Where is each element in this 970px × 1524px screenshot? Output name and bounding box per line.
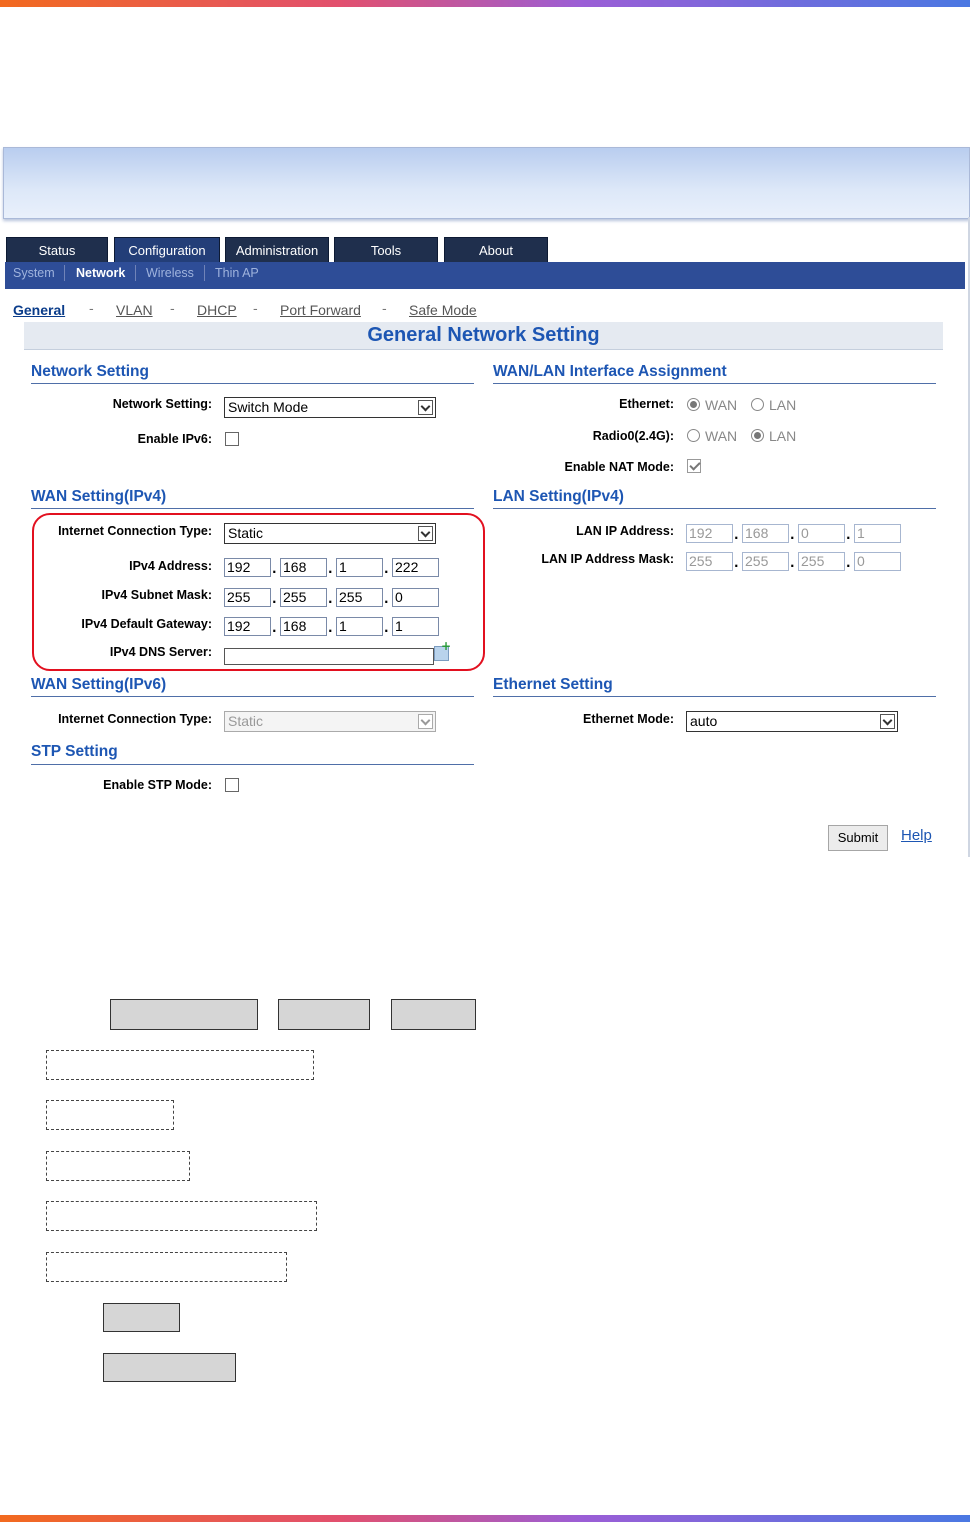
ipv4-mask-label: IPv4 Subnet Mask:	[101, 588, 212, 602]
subnav-wireless[interactable]: Wireless	[146, 266, 194, 280]
subnav-thin-ap[interactable]: Thin AP	[215, 266, 259, 280]
section-divider	[31, 696, 474, 697]
section-wan-ipv6: WAN Setting(IPv6)	[31, 676, 167, 693]
dashed-placeholder	[46, 1050, 314, 1080]
octet-dot: .	[846, 556, 851, 570]
link-port-forward[interactable]: Port Forward	[280, 302, 361, 318]
help-link[interactable]: Help	[901, 827, 932, 844]
ipv4-mask-octet-4[interactable]: 0	[392, 588, 439, 607]
octet-dot: .	[384, 562, 389, 576]
tab-configuration[interactable]: Configuration	[114, 237, 220, 263]
tab-tools[interactable]: Tools	[334, 237, 438, 263]
radio0-wan-label: WAN	[705, 428, 738, 444]
enable-stp-label: Enable STP Mode:	[103, 778, 212, 792]
chevron-down-icon	[418, 714, 433, 729]
octet-dot: .	[272, 562, 277, 576]
octet-dot: .	[328, 592, 333, 606]
tab-about[interactable]: About	[444, 237, 548, 263]
octet-dot: .	[790, 528, 795, 542]
link-vlan[interactable]: VLAN	[116, 302, 153, 318]
placeholder-button	[103, 1353, 236, 1382]
link-separator: -	[89, 302, 94, 317]
wan-ipv6-conn-type-label: Internet Connection Type:	[58, 712, 212, 726]
ipv4-gateway-octet-1[interactable]: 192	[224, 617, 271, 636]
page-title: General Network Setting	[367, 324, 600, 346]
ipv4-address-octet-1[interactable]: 192	[224, 558, 271, 577]
ethernet-mode-select[interactable]	[686, 711, 898, 732]
link-safe-mode[interactable]: Safe Mode	[409, 302, 477, 318]
octet-dot: .	[272, 592, 277, 606]
radio0-wan-radio[interactable]	[687, 429, 700, 442]
lan-mask-octet-4[interactable]: 0	[854, 552, 901, 571]
section-wan-lan-assignment: WAN/LAN Interface Assignment	[493, 363, 727, 380]
subnav-system[interactable]: System	[13, 266, 55, 280]
subnav-divider	[135, 265, 136, 281]
section-ethernet-setting: Ethernet Setting	[493, 676, 613, 693]
ipv4-mask-octet-1[interactable]: 255	[224, 588, 271, 607]
lan-mask-label: LAN IP Address Mask:	[541, 552, 674, 566]
dashed-placeholder	[46, 1201, 317, 1231]
link-separator: -	[253, 302, 258, 317]
link-separator: -	[382, 302, 387, 317]
ethernet-label: Ethernet:	[619, 397, 674, 411]
chevron-down-icon	[880, 714, 895, 729]
octet-dot: .	[328, 562, 333, 576]
link-general[interactable]: General	[13, 302, 66, 318]
ipv4-gateway-label: IPv4 Default Gateway:	[81, 617, 212, 631]
wan-ipv6-conn-type-select[interactable]	[224, 711, 436, 732]
subnav-network[interactable]: Network	[76, 266, 126, 280]
wan-conn-type-label: Internet Connection Type:	[58, 524, 212, 538]
octet-dot: .	[790, 556, 795, 570]
dashed-placeholder	[46, 1100, 174, 1130]
network-setting-select[interactable]	[224, 397, 436, 418]
ethernet-mode-value: auto	[690, 713, 718, 729]
ipv4-gateway-octet-3[interactable]: 1	[336, 617, 383, 636]
section-divider	[493, 383, 936, 384]
wan-ipv6-conn-type-value: Static	[228, 713, 264, 729]
subnav-divider	[204, 265, 205, 281]
lan-mask-octet-3[interactable]: 255	[798, 552, 845, 571]
enable-nat-label: Enable NAT Mode:	[564, 460, 674, 474]
section-divider	[493, 508, 936, 509]
tab-status[interactable]: Status	[6, 237, 108, 263]
radio0-lan-radio[interactable]	[751, 429, 764, 442]
chevron-down-icon	[418, 400, 433, 415]
octet-dot: .	[734, 528, 739, 542]
ethernet-mode-label: Ethernet Mode:	[583, 712, 674, 726]
lan-ip-octet-3[interactable]: 0	[798, 524, 845, 543]
lan-mask-octet-1[interactable]: 255	[686, 552, 733, 571]
tab-administration[interactable]: Administration	[225, 237, 329, 263]
enable-ipv6-checkbox[interactable]	[225, 432, 239, 446]
section-lan-ipv4: LAN Setting(IPv4)	[493, 488, 624, 505]
dashed-placeholder	[46, 1151, 190, 1181]
lan-ip-octet-4[interactable]: 1	[854, 524, 901, 543]
enable-stp-checkbox[interactable]	[225, 778, 239, 792]
placeholder-button	[391, 999, 476, 1030]
placeholder-button	[103, 1303, 180, 1332]
ethernet-lan-label: LAN	[769, 397, 797, 413]
section-divider	[31, 383, 474, 384]
wan-conn-type-value: Static	[228, 525, 264, 541]
radio0-label: Radio0(2.4G):	[592, 429, 674, 443]
octet-dot: .	[328, 621, 333, 635]
section-divider	[31, 508, 474, 509]
dashed-placeholder	[46, 1252, 287, 1282]
placeholder-button	[278, 999, 370, 1030]
section-network-setting: Network Setting	[31, 363, 149, 380]
link-separator: -	[170, 302, 175, 317]
bottom-gradient-bar	[0, 1515, 970, 1522]
header-banner	[3, 147, 970, 219]
section-stp-setting: STP Setting	[31, 743, 118, 760]
ipv4-address-octet-3[interactable]: 1	[336, 558, 383, 577]
top-gradient-bar	[0, 0, 970, 7]
section-wan-ipv4: WAN Setting(IPv4)	[31, 488, 167, 505]
octet-dot: .	[734, 556, 739, 570]
ipv4-gateway-octet-4[interactable]: 1	[392, 617, 439, 636]
ipv4-dns-label: IPv4 DNS Server:	[109, 645, 212, 659]
octet-dot: .	[384, 621, 389, 635]
placeholder-button	[110, 999, 258, 1030]
lan-mask-octet-2[interactable]: 255	[742, 552, 789, 571]
ipv4-mask-octet-3[interactable]: 255	[336, 588, 383, 607]
octet-dot: .	[384, 592, 389, 606]
octet-dot: .	[272, 621, 277, 635]
lan-ip-octet-1[interactable]: 192	[686, 524, 733, 543]
ethernet-wan-label: WAN	[705, 397, 738, 413]
ipv4-address-octet-2[interactable]: 168	[280, 558, 327, 577]
lan-ip-octet-2[interactable]: 168	[742, 524, 789, 543]
octet-dot: .	[846, 528, 851, 542]
highlight-annotation	[32, 513, 485, 671]
radio0-lan-label: LAN	[769, 428, 797, 444]
submit-button[interactable]: Submit	[828, 825, 888, 851]
section-divider	[31, 764, 474, 765]
ipv4-gateway-octet-2[interactable]: 168	[280, 617, 327, 636]
ethernet-lan-radio[interactable]	[751, 398, 764, 411]
ipv4-mask-octet-2[interactable]: 255	[280, 588, 327, 607]
ipv4-address-octet-4[interactable]: 222	[392, 558, 439, 577]
enable-ipv6-label: Enable IPv6:	[137, 432, 212, 446]
ethernet-wan-radio[interactable]	[687, 398, 700, 411]
network-setting-label: Network Setting:	[112, 397, 212, 411]
network-setting-value: Switch Mode	[228, 399, 309, 415]
lan-ip-label: LAN IP Address:	[576, 524, 674, 538]
enable-nat-checkbox[interactable]	[687, 459, 701, 473]
ipv4-address-label: IPv4 Address:	[129, 559, 212, 573]
subnav-divider	[64, 265, 65, 281]
link-dhcp[interactable]: DHCP	[197, 302, 237, 318]
section-divider	[493, 696, 936, 697]
